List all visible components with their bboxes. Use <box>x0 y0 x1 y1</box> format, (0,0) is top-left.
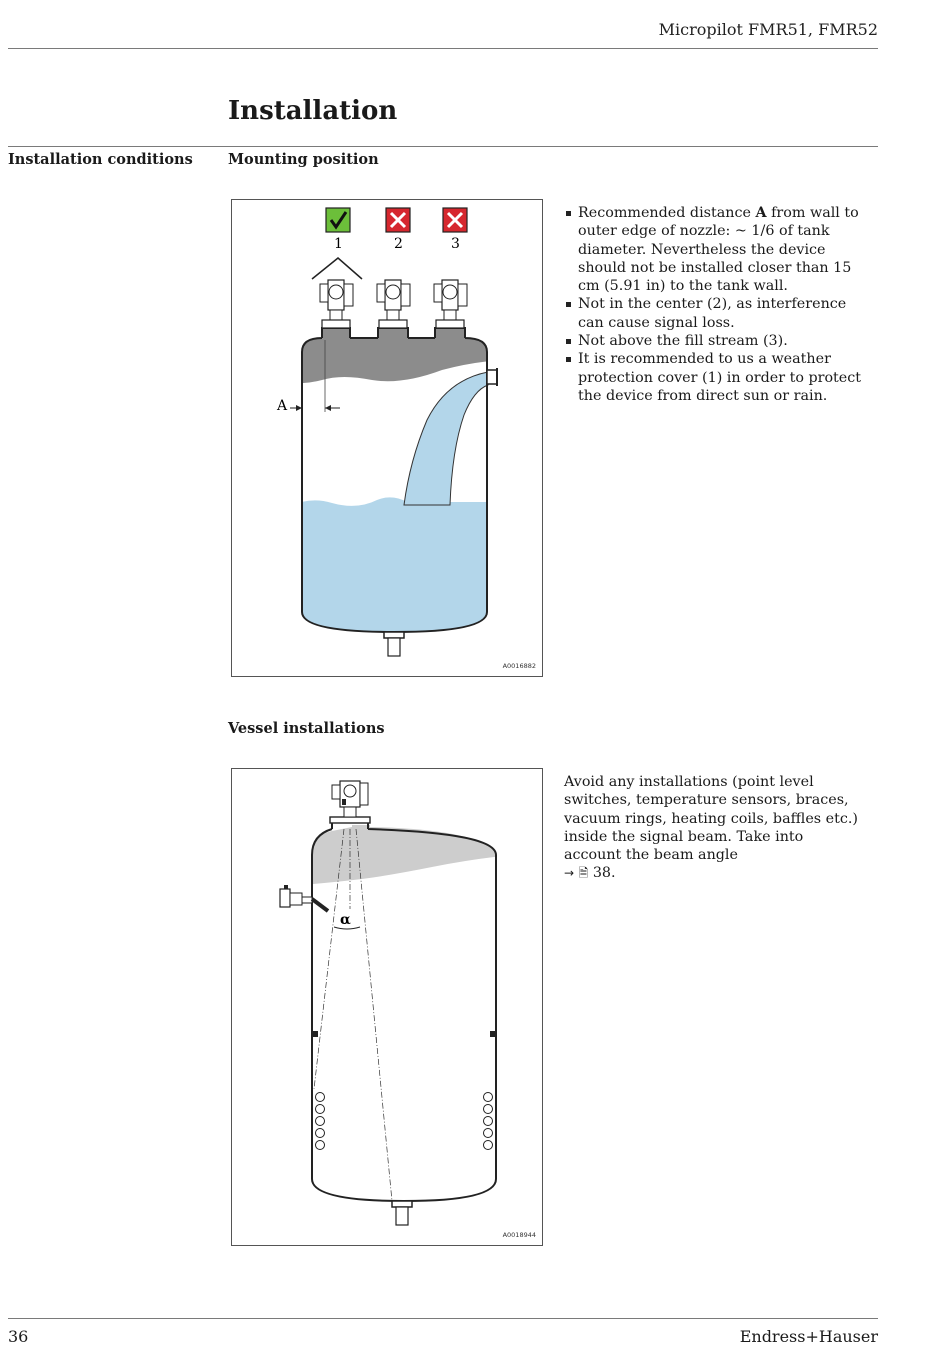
inlet-pipe <box>487 370 497 384</box>
list-item: Not in the center (2), as interference can cause signal loss. <box>564 295 874 332</box>
weather-cover <box>312 258 362 279</box>
position-label-2: 2 <box>394 236 403 252</box>
mounting-bullet-list <box>564 204 874 405</box>
footer-rule <box>8 1318 878 1319</box>
figure-id: A0018944 <box>502 1231 536 1239</box>
heating-coil-right <box>484 1093 493 1150</box>
fill-stream <box>404 372 488 505</box>
point-level-switch <box>280 885 328 911</box>
vessel-description: Avoid any installations (point level switches, temperature sensors, braces, vacuum rings, heating coils, baffles etc.) inside the signal beam. Take into account the beam angle → 🗎 38. <box>564 774 859 882</box>
outlet-pipe <box>388 638 400 656</box>
heating-coil-left <box>316 1093 325 1150</box>
radar-device <box>332 781 368 817</box>
section-rule <box>8 146 878 147</box>
list-item: Not above the fill stream (3). <box>564 332 874 350</box>
page-number: 36 <box>8 1327 29 1346</box>
mounting-heading: Mounting position <box>228 151 379 168</box>
vessel-installations-figure <box>231 768 543 1246</box>
reference-arrow-icon: → <box>564 866 575 881</box>
nozzle-flange <box>330 817 370 823</box>
cross-icon <box>443 208 467 232</box>
footer-brand: Endress+Hauser <box>739 1327 878 1346</box>
bottom-outlet <box>384 632 404 638</box>
bottom-outlet <box>392 1201 412 1207</box>
beam-angle-label: α <box>340 912 351 928</box>
page-reference[interactable]: 38. <box>592 865 616 882</box>
vessel-heading: Vessel installations <box>228 720 385 737</box>
device-3 <box>434 280 467 328</box>
list-item: Recommended distance A from wall to outer edge of nozzle: ~ 1/6 of tank diameter. Nevertheless the device should not be installed closer than 15 cm (5.91 in) to the tank wall. <box>564 204 874 295</box>
device-2 <box>377 280 410 328</box>
device-1 <box>320 280 353 328</box>
distance-label: A <box>277 398 288 414</box>
position-label-3: 3 <box>451 236 460 252</box>
list-item: It is recommended to us a weather protection cover (1) in order to protect the device from direct sun or rain. <box>564 350 874 405</box>
figure-id: A0016882 <box>502 662 536 670</box>
gas-phase <box>292 320 502 383</box>
outlet-pipe <box>396 1207 408 1225</box>
wall-bracket-right <box>490 1031 496 1037</box>
cross-icon <box>386 208 410 232</box>
beam-edge-right <box>356 829 392 1201</box>
position-label-1: 1 <box>334 236 343 252</box>
document-icon: 🗎 <box>578 866 589 881</box>
mounting-position-diagram <box>232 200 542 676</box>
section-title: Installation <box>228 96 398 126</box>
distance-arrowhead-right <box>325 405 331 411</box>
mounting-position-figure <box>231 199 543 677</box>
wall-bracket-left <box>312 1031 318 1037</box>
checkmark-icon <box>326 208 350 232</box>
header-rule <box>8 48 878 49</box>
document-header-title: Micropilot FMR51, FMR52 <box>658 20 878 39</box>
sidebar-heading: Installation conditions <box>8 151 193 168</box>
vessel-installations-diagram <box>232 769 542 1245</box>
